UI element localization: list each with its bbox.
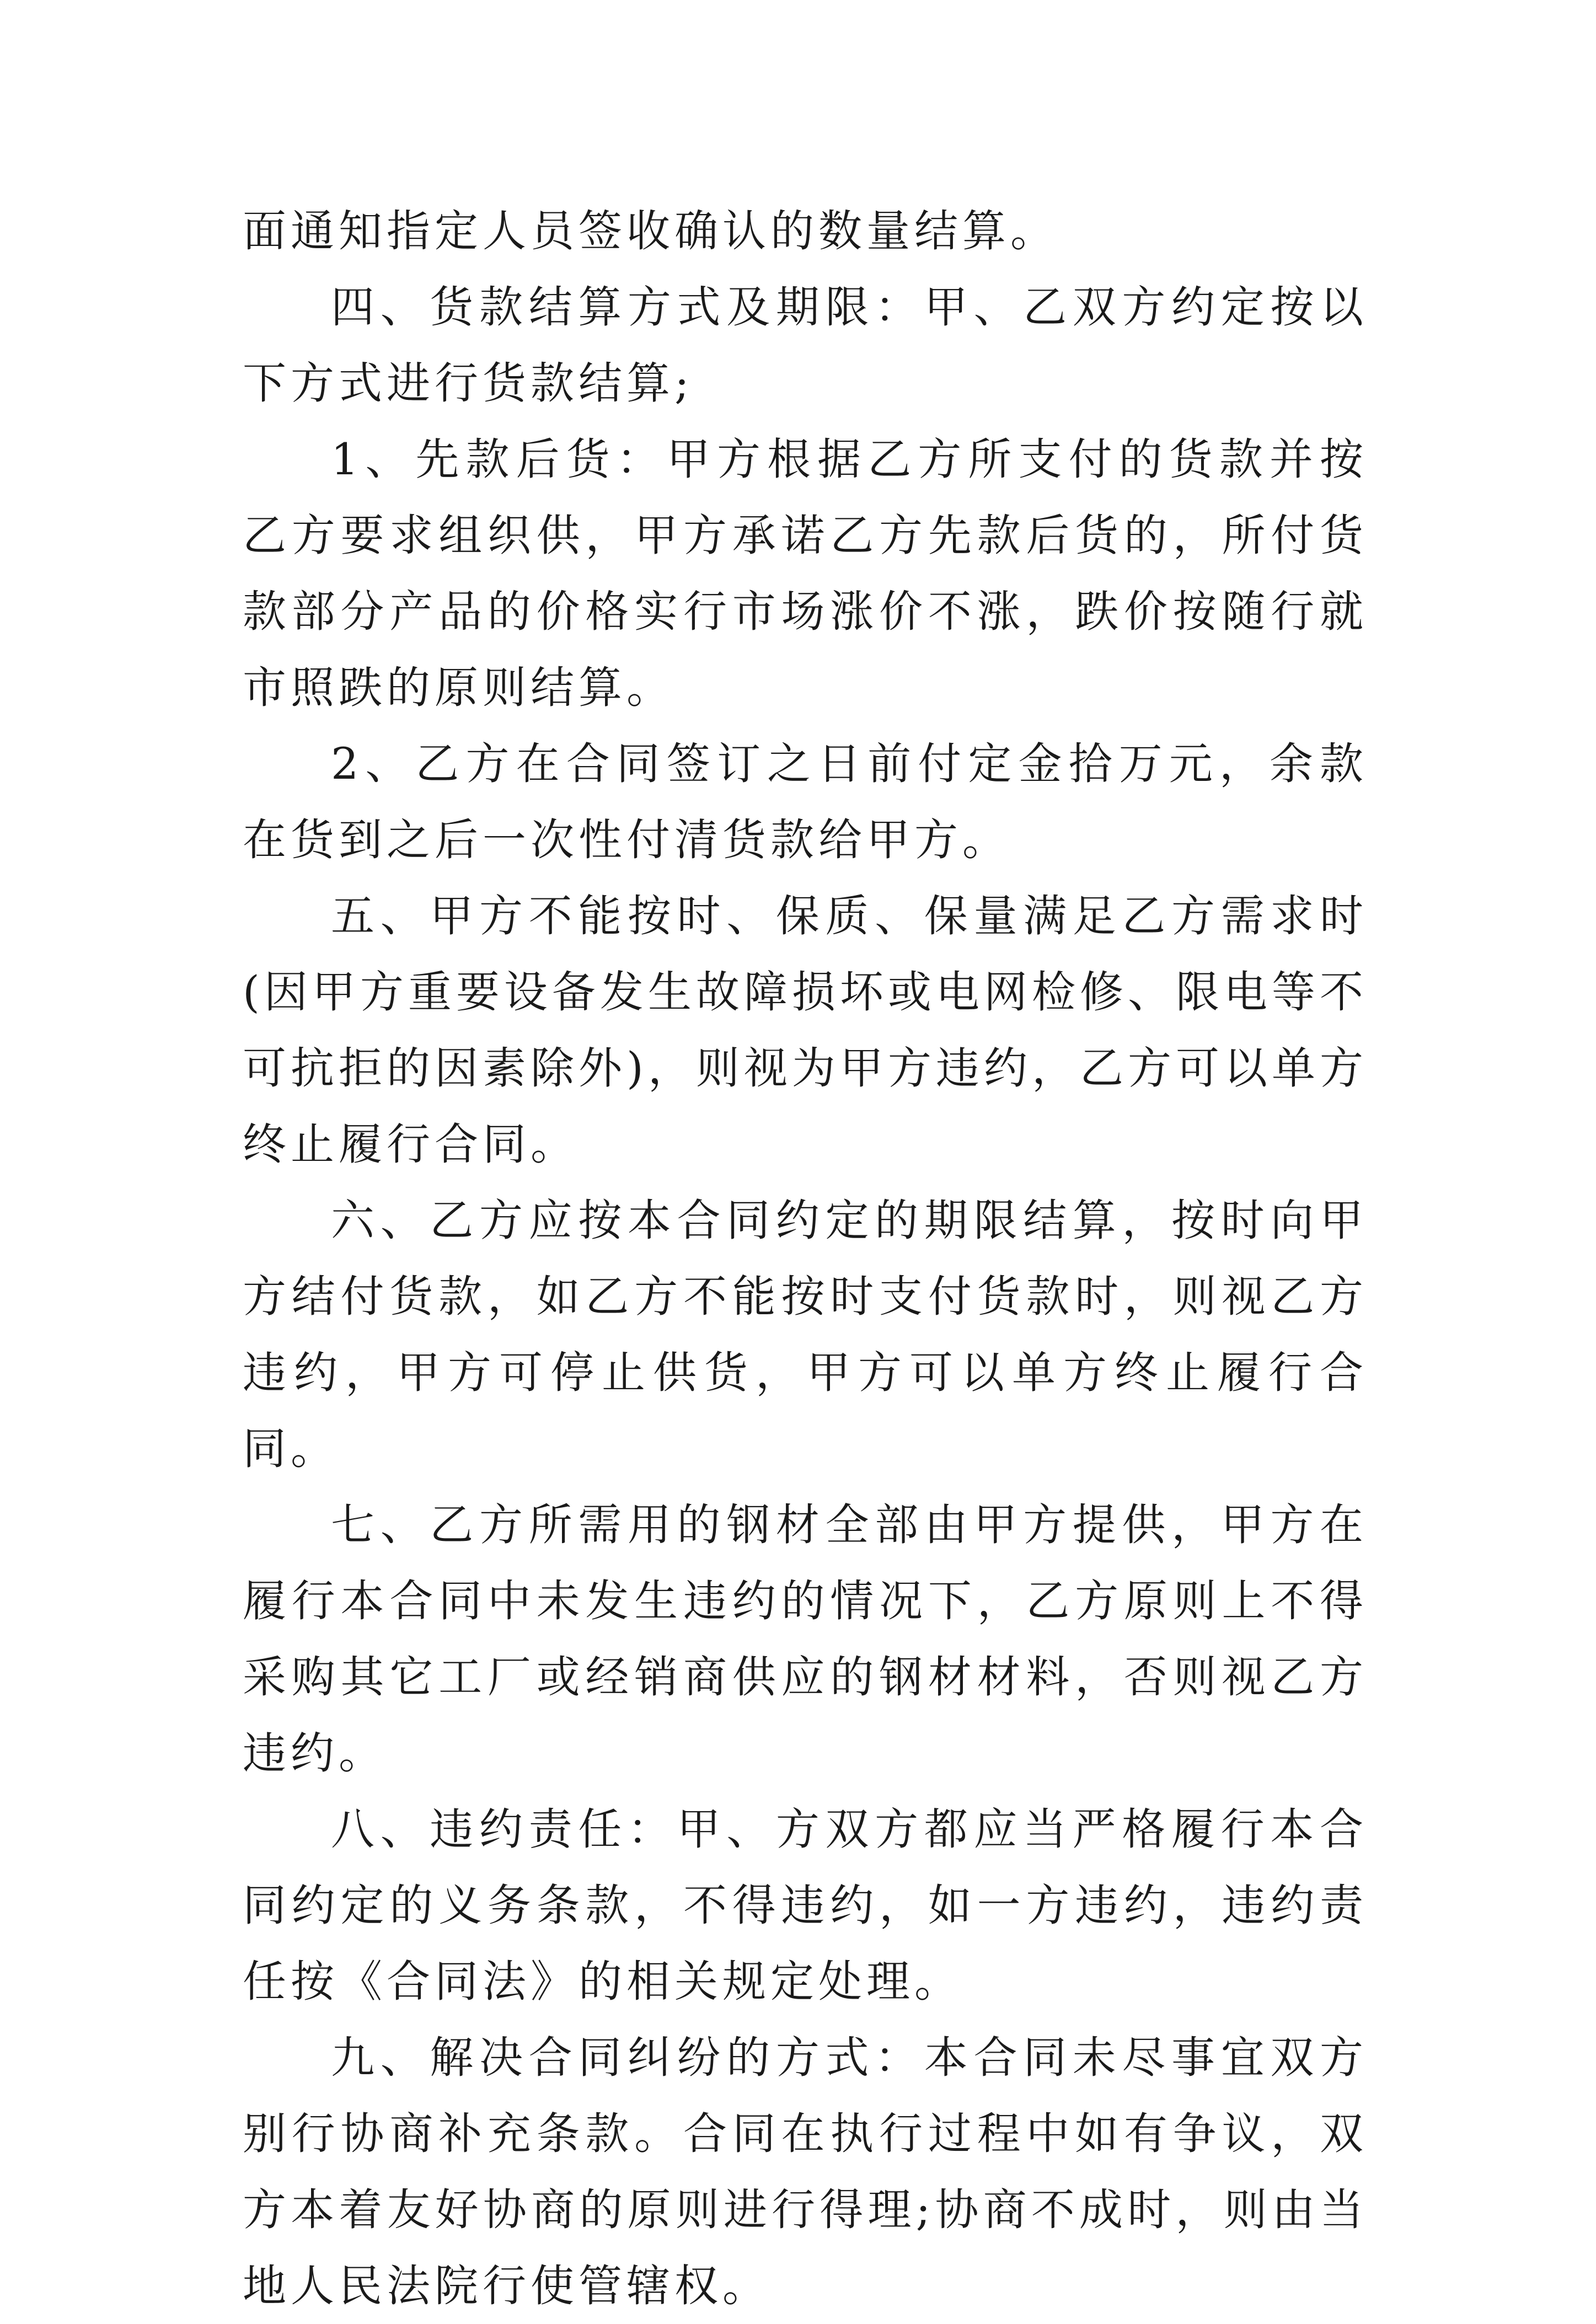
paragraph-clause-9: 九、解决合同纠纷的方式：本合同未尽事宜双方别行协商补充条款。合同在执行过程中如有争议，双方本着友好协商的原则进行得理;协商不成时，则由当地人民法院行使管辖权。 xyxy=(243,2032,1368,2311)
paragraph-clause-7: 七、乙方所需用的钢材全部由甲方提供，甲方在履行本合同中未发生违约的情况下，乙方原则上不得采购其它工厂或经销商供应的钢材材料，否则视乙方违约。 xyxy=(243,1500,1368,1779)
paragraph-clause-4: 四、货款结算方式及期限：甲、乙双方约定按以下方式进行货款结算; xyxy=(243,282,1368,409)
document-page xyxy=(243,193,1368,2324)
paragraph-clause-4-item-2: 2、乙方在合同签订之日前付定金拾万元，余款在货到之后一次性付清货款给甲方。 xyxy=(243,738,1368,865)
paragraph-clause-4-item-1: 1、先款后货：甲方根据乙方所支付的货款并按乙方要求组织供，甲方承诺乙方先款后货的，所付货款部分产品的价格实行市场涨价不涨，跌价按随行就市照跌的原则结算。 xyxy=(243,434,1368,713)
paragraph-clause-8: 八、违约责任：甲、方双方都应当严格履行本合同约定的义务条款，不得违约，如一方违约，违约责任按《合同法》的相关规定处理。 xyxy=(243,1804,1368,2007)
paragraph-continuation: 面通知指定人员签收确认的数量结算。 xyxy=(243,206,1058,256)
paragraph-clause-6: 六、乙方应按本合同约定的期限结算，按时向甲方结付货款，如乙方不能按时支付货款时，则视乙方违约，甲方可停止供货，甲方可以单方终止履行合同。 xyxy=(243,1195,1368,1474)
paragraph-clause-5: 五、甲方不能按时、保质、保量满足乙方需求时(因甲方重要设备发生故障损坏或电网检修、限电等不可抗拒的因素除外)，则视为甲方违约，乙方可以单方终止履行合同。 xyxy=(243,891,1368,1170)
